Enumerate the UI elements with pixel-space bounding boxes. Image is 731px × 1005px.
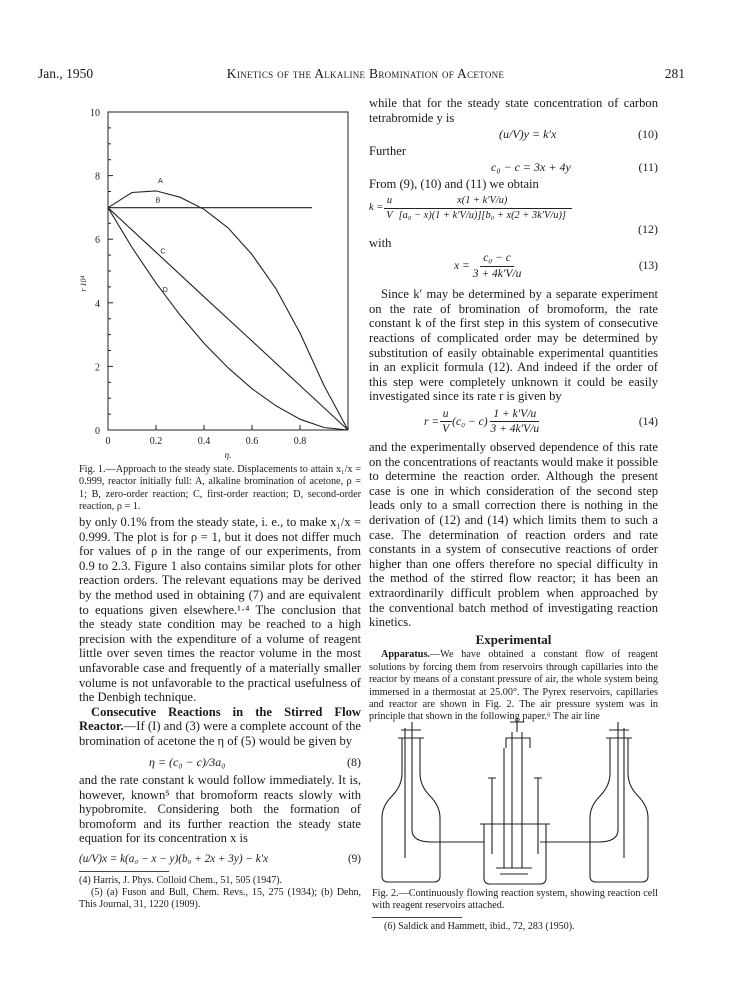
right-column-text — [369, 96, 658, 724]
equation-9 — [79, 852, 361, 867]
equation-9-body: (u/V)x = k(a₀ − x − y)(b₀ + 2x + 3y) − k′x — [79, 853, 269, 866]
page-number: 281 — [664, 66, 685, 81]
y-tick-label: 6 — [95, 235, 100, 247]
equation-12-lhs: k = — [369, 202, 384, 214]
y-tick-label: 8 — [95, 171, 100, 183]
equation-13-lhs: x = — [454, 259, 470, 272]
series-d-label: D — [162, 286, 168, 294]
equation-14-body — [424, 407, 542, 437]
eq14-denominator: 3 + 4k′V/u — [490, 423, 540, 436]
equation-14-number: (14) — [638, 415, 658, 428]
y-tick-label: 4 — [95, 298, 100, 310]
equation-14-uv — [439, 407, 452, 437]
equation-10-body: (u/V)y = k′x — [499, 127, 557, 142]
series-c-label: C — [160, 248, 166, 256]
section-heading-consecutive: Consecutive Reactions in the Stirred Flow Reactor. — [79, 704, 361, 734]
left-paragraph-2-text: —If (I) and (3) were a complete account of the bromination of acetone the η of (5) would be given by — [79, 719, 361, 748]
eq14-u: u — [440, 407, 452, 423]
equation-11 — [369, 160, 658, 175]
x-tick-label: 0.4 — [197, 436, 211, 447]
x-axis-label: η. — [224, 450, 232, 460]
eq13-denominator: 3 + 4k′V/u — [472, 267, 522, 280]
apparatus-heading: Apparatus. — [381, 649, 430, 661]
equation-13-body — [454, 251, 524, 281]
running-title: Kinetics of the Alkaline Bromination of Acetone — [226, 66, 505, 81]
right-reservoir — [540, 722, 648, 882]
series-a-label: A — [158, 177, 163, 185]
reaction-cell — [480, 722, 550, 884]
equation-12-fraction — [396, 194, 569, 224]
left-reservoir — [382, 722, 484, 882]
equation-10-number: (10) — [638, 127, 658, 142]
figure-1-chart — [60, 100, 360, 460]
equation-14-mid: (c₀ − c) — [452, 415, 488, 428]
footnote-6: (6) Saldick and Hammett, ibid., 72, 283 (1950). — [384, 921, 575, 932]
right-paragraph-2: From (9), (10) and (11) we obtain — [369, 176, 539, 191]
footnote-4: (4) Harris, J. Phys. Colloid Chem., 51, 505 (1947). — [79, 874, 283, 886]
x-tick-label: 0.6 — [245, 436, 259, 447]
figure-2-apparatus-drawing — [372, 718, 658, 886]
eq12-u: u — [384, 194, 395, 210]
equation-8-number: (8) — [347, 754, 361, 769]
equation-8 — [79, 755, 361, 770]
left-paragraph-1: by only 0.1% from the steady state, i. e., to make x₁/x = 0.999. The plot is for ρ = 1, but it does not differ much for values of ρ in the range of our experiments, from 0.9 to 2.3. Figure 1 also contains similar plots for other reaction orders. The relevant equations may be derived by the method used in obtaining (7) and are equivalent to equations given elsewhere.¹·⁴ The conclusion that the steady state condition may be reached to a high precision with the expenditure of a volume of reagent little over seven times the reactor volume in the most unfavorable case and frequently of a materially smaller volume is not unfavorable to the practical usefulness of the Denbigh technique. — [79, 515, 361, 705]
left-column-text — [79, 515, 361, 911]
footnote-rule — [79, 871, 169, 872]
apparatus-text: —We have obtained a constant flow of reagent solutions by forcing them from reservoirs through capillaries into the reactor by means of a constant pressure of air, the whole system being immersed in a thermostat at 25.00°. The Pyrex reservoirs, capillaries and reactor are shown in Fig. 2. The air pressure system was in principle that shown in the following paper.⁶ The air line — [369, 649, 658, 723]
section-heading-experimental: Experimental — [475, 631, 552, 647]
eq12-numerator: x(1 + k′V/u) — [393, 194, 572, 210]
equation-8-body: η = (c₀ − c)/3a₀ — [149, 754, 226, 769]
equation-11-number: (11) — [638, 160, 658, 175]
equation-14 — [369, 407, 658, 437]
equation-12 — [369, 194, 658, 224]
with-text: with — [369, 236, 392, 251]
series-b-label: B — [155, 197, 161, 205]
series-a-line — [108, 191, 348, 430]
left-paragraph-3: and the rate constant k would follow immediately. It is, however, known⁵ that bromoform reacts slowly with hypobromite. Considering both the formation of bromoform and its further reaction the steady state equation for its concentration x is — [79, 773, 361, 846]
footnote-rule-right — [372, 917, 462, 918]
equation-13 — [369, 251, 658, 281]
equation-9-number: (9) — [347, 853, 361, 866]
header-date: Jan., 1950 — [38, 66, 94, 81]
x-tick-label: 0 — [105, 436, 111, 447]
x-tick-label: 0.8 — [293, 436, 307, 447]
y-axis-label: r 10⁴ — [79, 275, 88, 292]
equation-11-body: c₀ − c = 3x + 4y — [491, 160, 571, 175]
equation-14-lhs: r = — [424, 415, 440, 428]
y-tick-label: 2 — [95, 362, 100, 374]
footnote-5: (5) (a) Fuson and Bull, Chem. Revs., 15, 275 (1934); (b) Dehn, This Journal, 31, 1220 (1909). — [79, 886, 361, 910]
right-paragraph-1: while that for the steady state concentration of carbon tetrabromide y is — [369, 96, 658, 125]
eq12-denominator: [a₀ − x)(1 + k′V/u)][b₀ + x(2 + 3k′V/u)] — [398, 210, 566, 222]
apparatus-paragraph — [369, 649, 658, 723]
y-tick-label: 10 — [90, 108, 100, 119]
eq13-numerator: c₀ − c — [480, 251, 514, 267]
right-paragraph-4: and the experimentally observed dependence of this rate on the concentrations of reactants would make it possible to determine the reaction order. Although the present case is one in which consideration of the second step leads only to a small correction there is nothing in the derivation of (12) and (14) which limits them to such a case. The determination of reaction orders and rate constants in a system of consecutive reactions of order higher than one offers therefore no special difficulty in the method of the stirred flow reactor; it has been an extraordinarily difficult problem when approached by the conventional batch method of investigating reaction kinetics. — [369, 440, 658, 630]
x-tick-label: 0.2 — [149, 436, 163, 447]
equation-13-fraction — [470, 251, 525, 281]
equation-12-number: (12) — [638, 221, 658, 236]
eq12-v: V — [386, 210, 393, 222]
plot-frame — [108, 112, 348, 430]
equation-10 — [369, 127, 658, 142]
stirrer — [510, 718, 524, 722]
equation-13-number: (13) — [638, 259, 658, 272]
y-tick-label: 0 — [95, 426, 100, 437]
right-paragraph-3: Since k′ may be determined by a separate experiment on the rate of bromination of bromoform, the rate constant k of the first step in this system of consecutive reactions of complicated order may be determined by substitution of easily obtainable experimental quantities in an explicit formula (12). And indeed if the order of this step were completely unknown it could be easily investigated since its rate r is given by — [369, 287, 658, 404]
further-text: Further — [369, 143, 407, 158]
figure-1-caption: Fig. 1.—Approach to the steady state. Displacements to attain x₁/x = 0.999, reactor initially full: A, alkaline bromination of acetone, ρ = 1; B, zero-order reaction; C, first-order reaction; D, second-order reaction, ρ = 1. — [79, 464, 361, 513]
left-paragraph-2 — [79, 705, 361, 749]
figure-2-caption: Fig. 2.—Continuously flowing reaction system, showing reaction cell with reagent reservoirs attached. — [372, 888, 658, 912]
series-c-line — [108, 208, 348, 430]
eq14-v: V — [442, 423, 450, 436]
eq14-numerator: 1 + k′V/u — [490, 407, 539, 423]
equation-14-fraction — [488, 407, 543, 437]
